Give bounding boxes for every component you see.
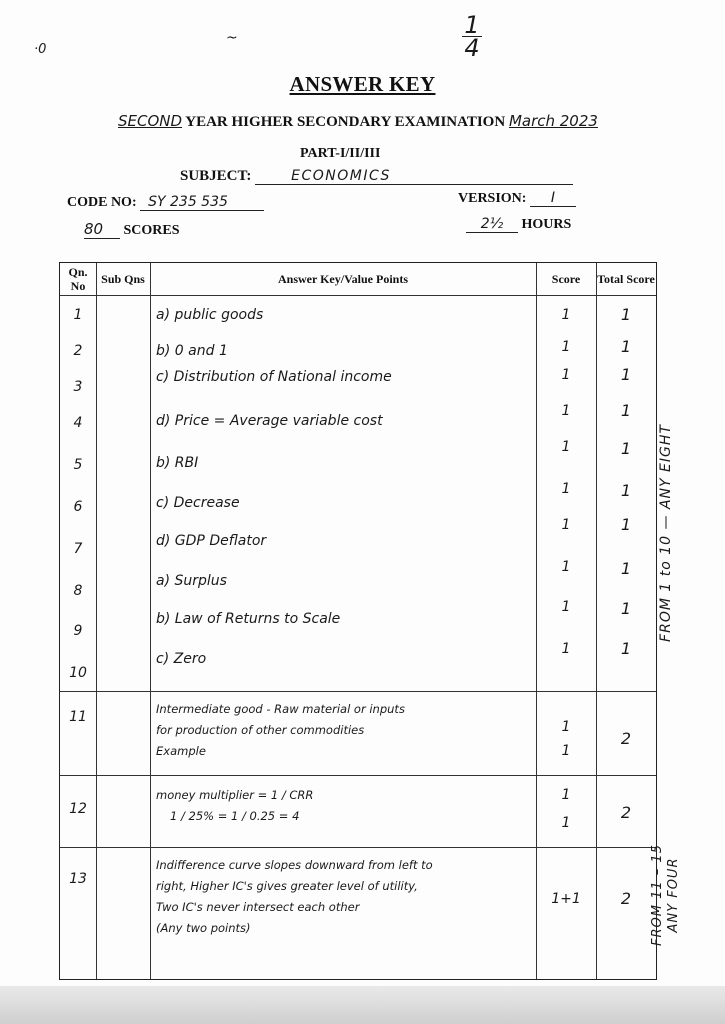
row-total: 1 — [620, 305, 632, 324]
subject-label: SUBJECT: — [180, 168, 252, 184]
row-score: 1 — [561, 339, 571, 355]
row-qn: 1 — [73, 307, 83, 323]
code-value: SY 235 535 — [140, 194, 264, 211]
answer-line: Indifference curve slopes downward from left to — [156, 858, 433, 872]
row-total: 2 — [620, 889, 632, 908]
version-label: VERSION: — [458, 191, 527, 206]
row-score: 1 — [561, 439, 571, 455]
answer-line: for production of other commodities — [156, 723, 365, 737]
row-answer: b) 0 and 1 — [156, 343, 228, 359]
row-qn: 10 — [69, 665, 87, 681]
row-answer: c) Decrease — [156, 495, 240, 511]
row-answer: c) Distribution of National income — [156, 369, 392, 385]
exam-name: YEAR HIGHER SECONDARY EXAMINATION — [185, 114, 506, 130]
row-total: 1 — [620, 337, 632, 356]
hours-line — [466, 216, 571, 233]
code-line — [67, 194, 264, 211]
row-total: 2 — [620, 803, 632, 822]
row-total: 1 — [620, 439, 632, 458]
row-answer — [156, 699, 405, 762]
row-score: 1 — [561, 641, 571, 657]
row-qn: 2 — [73, 343, 83, 359]
hours-label: HOURS — [521, 217, 572, 232]
row-total: 1 — [620, 365, 632, 384]
scores-label: SCORES — [123, 223, 180, 238]
scan-edge — [0, 986, 725, 1024]
col-divider — [150, 263, 151, 979]
scores-value: 80 — [84, 220, 120, 239]
page-fraction-bottom: 4 — [464, 34, 480, 62]
row-answer: b) Law of Returns to Scale — [156, 611, 341, 627]
exam-year: SECOND — [118, 112, 183, 130]
exam-line — [118, 112, 598, 131]
row-qn: 7 — [73, 541, 83, 557]
row-answer — [156, 855, 433, 939]
row-qn: 13 — [69, 871, 87, 887]
row-score: 1 — [561, 787, 571, 803]
col-header-score: Score — [551, 272, 581, 286]
row-total: 1 — [620, 515, 632, 534]
row-total: 1 — [620, 481, 632, 500]
row-qn: 11 — [69, 709, 87, 725]
row-score: 1 — [561, 517, 571, 533]
part-label: PART-I/II/III — [300, 146, 381, 161]
row-score: 1 — [561, 815, 571, 831]
hours-value: 2½ — [466, 216, 518, 233]
code-label: CODE NO: — [67, 195, 137, 210]
formula-line: money multiplier = 1 / CRR — [156, 788, 314, 802]
side-note-range-1 — [646, 378, 686, 688]
row-score: 1 — [561, 481, 571, 497]
row-score: 1 — [561, 307, 571, 323]
answer-line: Intermediate good - Raw material or inputs — [156, 702, 405, 716]
corner-mark: ·0 — [34, 42, 47, 57]
row-divider — [60, 775, 656, 776]
col-header-sub: Sub Qns — [101, 272, 145, 286]
row-answer: d) Price = Average variable cost — [156, 413, 383, 429]
version-value: I — [530, 190, 576, 207]
side-note-text: FROM 11 – 15 ANY FOUR — [650, 844, 681, 946]
header-divider — [60, 295, 656, 296]
exam-month: March 2023 — [508, 112, 598, 130]
row-score: 1+1 — [551, 891, 581, 907]
row-divider — [60, 847, 656, 848]
answer-line: right, Higher IC's gives greater level of utility, — [156, 879, 418, 893]
subject-line — [180, 168, 573, 185]
answer-table — [59, 262, 657, 980]
row-qn: 3 — [73, 379, 83, 395]
formula-line: 1 / 25% = 1 / 0.25 = 4 — [170, 809, 300, 823]
answer-line: Two IC's never intersect each other — [156, 900, 360, 914]
row-qn: 6 — [73, 499, 83, 515]
row-score: 1 — [561, 599, 571, 615]
subject-value: ECONOMICS — [255, 168, 573, 185]
row-score: 1 — [561, 367, 571, 383]
col-header-total: Total Score — [597, 272, 655, 286]
row-divider — [60, 691, 656, 692]
row-total: 1 — [620, 401, 632, 420]
page-fraction — [462, 11, 482, 62]
row-qn: 12 — [69, 801, 87, 817]
row-qn: 4 — [73, 415, 83, 431]
row-score: 1 — [561, 719, 571, 735]
col-divider — [96, 263, 97, 979]
row-score: 1 — [561, 403, 571, 419]
page-fraction-top: 1 — [464, 11, 480, 39]
row-answer: c) Zero — [156, 651, 207, 667]
row-total: 1 — [620, 639, 632, 658]
row-score: 1 — [561, 743, 571, 759]
col-header-answer: Answer Key/Value Points — [277, 272, 408, 286]
side-note-text: FROM 1 to 10 — ANY EIGHT — [658, 424, 674, 642]
tick-mark: ~ — [226, 30, 238, 46]
row-total: 2 — [620, 729, 632, 748]
row-answer: a) Surplus — [156, 573, 227, 589]
scores-line — [84, 220, 180, 239]
answer-line: Example — [156, 744, 206, 758]
row-answer: d) GDP Deflator — [156, 533, 267, 549]
page-title: ANSWER KEY — [289, 72, 436, 96]
version-line — [458, 190, 576, 207]
answer-line: (Any two points) — [156, 921, 251, 935]
row-total: 1 — [620, 599, 632, 618]
side-note-range-2 — [640, 820, 692, 970]
row-qn: 9 — [73, 623, 83, 639]
row-answer — [156, 785, 313, 827]
row-qn: 5 — [73, 457, 83, 473]
row-answer: b) RBI — [156, 455, 199, 471]
row-score: 1 — [561, 559, 571, 575]
row-total: 1 — [620, 559, 632, 578]
row-answer: a) public goods — [156, 307, 264, 323]
col-header-qn: Qn. No — [68, 265, 88, 293]
row-qn: 8 — [73, 583, 83, 599]
